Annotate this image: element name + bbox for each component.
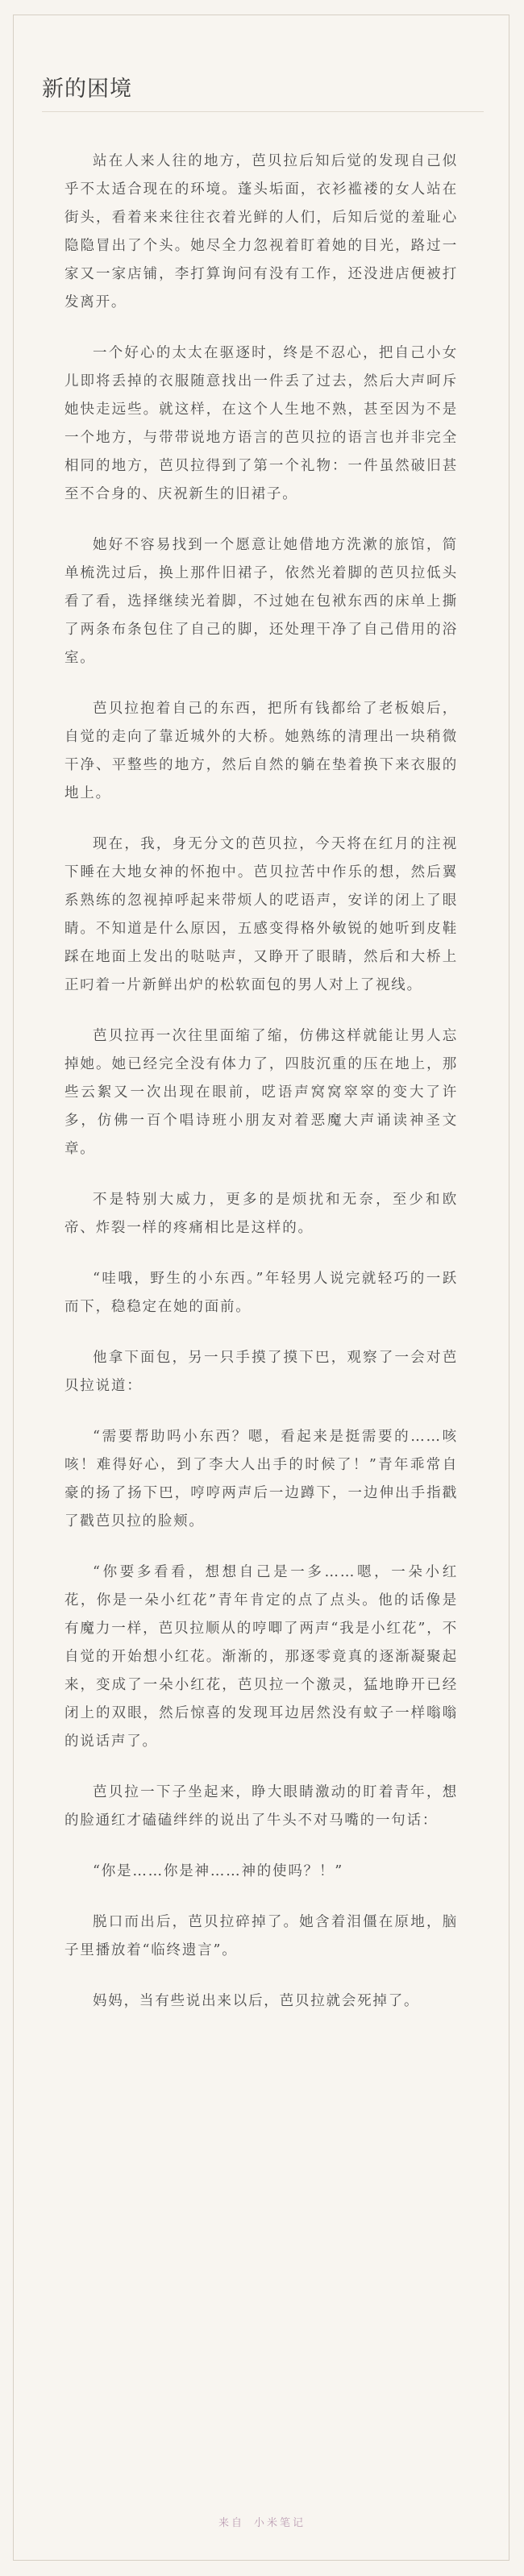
paragraph: 妈妈，当有些说出来以后，芭贝拉就会死掉了。: [93, 1993, 420, 2009]
title-divider: [42, 111, 484, 112]
article-body: [64, 148, 458, 2038]
paragraph: 不是特别大威力，更多的是烦扰和无奈，至少和欧帝、炸裂一样的疼痛相比是这样的。: [64, 1192, 458, 1236]
paragraph: 一个好心的太太在驱逐时，终是不忍心，把自己小女儿即将丢掉的衣服随意找出一件丢了过去，然后大声呵斥她快走远些。就这样，在这个人生地不熟，甚至因为不是一个地方，与带带说地方语言的芭贝拉的语言也并非完全相同的地方，芭贝拉得到了第一个礼物：一件虽然破旧甚至不合身的、庆祝新生的旧裙子。: [64, 345, 458, 502]
paragraph: 他拿下面包，另一只手摸了摸下巴，观察了一会对芭贝拉说道：: [64, 1350, 458, 1394]
paragraph: “你是……你是神……神的使吗？！”: [93, 1863, 343, 1879]
page-title: 新的困境: [42, 77, 132, 102]
paragraph: 现在，我，身无分文的芭贝拉，今天将在红月的注视下睡在大地女神的怀抱中。芭贝拉苦中作乐的想，然后翼系熟练的忽视掉呼起来带烦人的呓语声，安详的闭上了眼睛。不知道是什么原因，五感变得格外敏锐的她听到皮鞋踩在地面上发出的哒哒声，又睁开了眼睛，然后和大桥上正叼着一片新鲜出炉的松软面包的男人对上了视线。: [64, 836, 458, 993]
paragraph: 她好不容易找到一个愿意让她借地方洗漱的旅馆，简单梳洗过后，换上那件旧裙子，依然光着脚的芭贝拉低头看了看，选择继续光着脚，不过她在包袱东西的床单上撕了两条布条包住了自己的脚，还处理干净了自己借用的浴室。: [64, 537, 458, 666]
footer-source-label: 来自: [218, 2517, 244, 2529]
paragraph: 站在人来人往的地方，芭贝拉后知后觉的发现自己似乎不太适合现在的环境。蓬头垢面，衣衫褴褛的女人站在街头，看着来来往往衣着光鲜的人们，后知后觉的羞耻心隐隐冒出了个头。她尽全力忽视着盯着她的目光，路过一家又一家店铺，李打算询问有没有工作，还没进店便被打发离开。: [64, 153, 458, 310]
paragraph: “需要帮助吗小东西？嗯，看起来是挺需要的……咳咳！难得好心，到了李大人出手的时候了！”青年乖常自豪的扬了扬下巴，哼哼两声后一边蹲下，一边伸出手指戳了戳芭贝拉的脸颊。: [64, 1429, 458, 1529]
paragraph: 芭贝拉抱着自己的东西，把所有钱都给了老板娘后，自觉的走向了靠近城外的大桥。她熟练的清理出一块稍微干净、平整些的地方，然后自然的躺在垫着换下来衣服的地上。: [64, 701, 458, 801]
paragraph: 芭贝拉一下子坐起来，睁大眼睛激动的盯着青年，想的脸通红才磕磕绊绊的说出了牛头不对马嘴的一句话：: [64, 1784, 458, 1829]
paragraph: 脱口而出后，芭贝拉碎掉了。她含着泪僵在原地，脑子里播放着“临终遗言”。: [64, 1914, 458, 1958]
footer-app-name: 小米笔记: [254, 2517, 306, 2529]
source-footer: [0, 2514, 524, 2529]
paragraph: “你要多看看，想想自己是一多……嗯，一朵小红花，你是一朵小红花”青年肯定的点了点头。他的话像是有魔力一样，芭贝拉顺从的哼唧了两声“我是小红花”，不自觉的开始想小红花。渐渐的，那逐零竟真的逐渐凝聚起来，变成了一朵小红花，芭贝拉一个激灵，猛地睁开已经闭上的双眼，然后惊喜的发现耳边居然没有蚊子一样嗡嗡的说话声了。: [64, 1564, 458, 1750]
paragraph: “哇哦，野生的小东西。”年轻男人说完就轻巧的一跃而下，稳稳定在她的面前。: [64, 1271, 458, 1315]
paragraph: 芭贝拉再一次往里面缩了缩，仿佛这样就能让男人忘掉她。她已经完全没有体力了，四肢沉重的压在地上，那些云絮又一次出现在眼前，呓语声窝窝窣窣的变大了许多，仿佛一百个唱诗班小朋友对着恶魔大声诵读神圣文章。: [64, 1028, 458, 1157]
